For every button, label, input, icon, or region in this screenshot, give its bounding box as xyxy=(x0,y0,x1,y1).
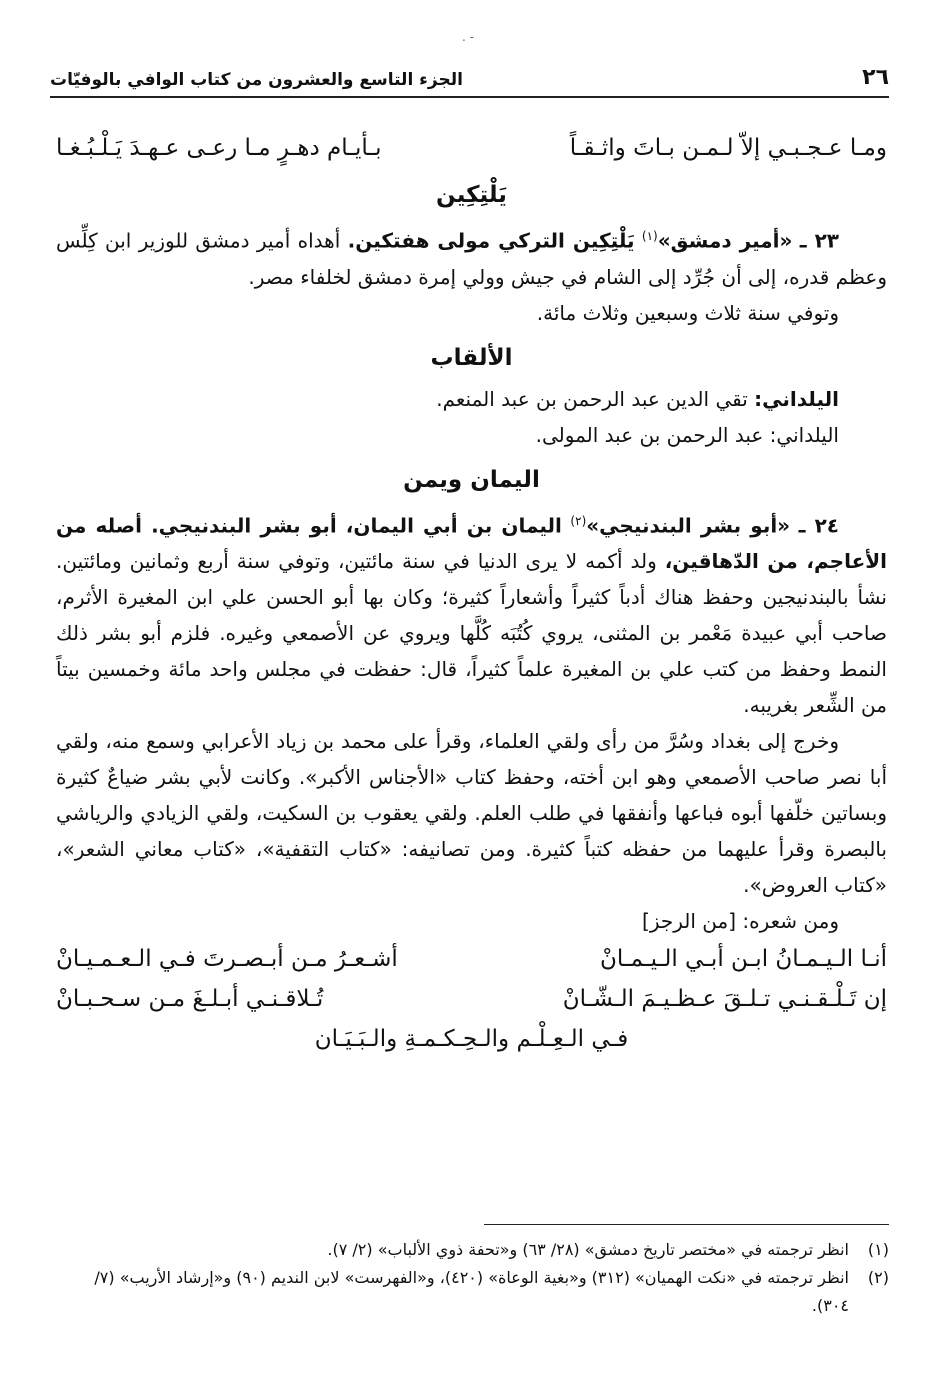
section-heading-alqab: الألقاب xyxy=(430,344,513,371)
verse-left-hemistich: تُـلاقـنـي أبـلـغَ مـن سـحـبـانْ xyxy=(56,986,324,1013)
poem-intro: ومن شعره: [من الرجز] xyxy=(642,909,839,934)
entry-23-death: وتوفي سنة ثلاث وسبعين وثلاث مائة. xyxy=(536,300,839,325)
section-heading-yaman: اليمان ويمن xyxy=(403,466,540,493)
poem-final-line: فـي الـعِـلْـم والـحِـكـمـةِ والـبَـيَـان xyxy=(314,1026,629,1053)
entry-number: ٢٣ ـ xyxy=(799,228,840,253)
footnote-text: انظر ترجمته في «نكت الهميان» (٣١٢) و«بغية الوعاة» (٤٢٠)، و«الفهرست» لابن النديم (٩٠) و«إرشاد الأريب» (٧/ ٣٠٤). xyxy=(94,1268,849,1315)
footnote-1 xyxy=(56,1236,889,1264)
verse-right-hemistich: إن تَـلْـقـنـي تـلـقَ عـظـيـمَ الـشّـانْ xyxy=(562,986,887,1013)
footnote-text: انظر ترجمته في «مختصر تاريخ دمشق» (٢٨/ ٦٣) و«تحفة ذوي الألباب» (٢/ ٧). xyxy=(327,1240,849,1259)
footnote-ref[interactable]: (٢) xyxy=(570,513,587,528)
entry-text: أهداه أمير دمشق للوزير ابن كِلِّس وعظم قدره، إلى أن جُرِّد إلى الشام في جيش وولي إمرة دمشق لخلفاء مصر. xyxy=(56,228,887,289)
laqab-line-2 xyxy=(56,417,887,453)
verse-right-hemistich: ومـا عـجـبـي إلاّ لـمـن بـاتَ واثـقـاً xyxy=(569,135,887,161)
verse-right-hemistich: أنـا الـيـمـانُ ابـن أبـي الـيـمـانْ xyxy=(599,946,887,973)
entry-name: اليمان بن أبي اليمان، أبو بشر البندنيجي. أصله من الأعاجم، من الدّهاقين، xyxy=(56,513,887,574)
footnote-2 xyxy=(56,1264,889,1320)
footnote-ref[interactable]: (١) xyxy=(641,229,658,243)
laqab-label: اليلداني: xyxy=(754,386,839,411)
footnote-separator xyxy=(484,1224,889,1225)
footnote-number: (٢) xyxy=(867,1268,889,1287)
verse-left-hemistich: بـأيـام دهـرٍ مـا رعـى عـهـدَ يَـلْـبُـغـا xyxy=(56,135,382,161)
poem-verse xyxy=(56,939,887,979)
verse-left-hemistich: أشـعـرُ مـن أبـصـرتَ فـي الـعـمـيـانْ xyxy=(56,946,398,973)
entry-number: ٢٤ ـ xyxy=(798,513,839,538)
opening-verse xyxy=(56,128,887,168)
laqab-text: عبد الرحمن بن عبد المولى. xyxy=(535,422,764,447)
page-number: ٢٦ xyxy=(862,65,889,90)
entry-23 xyxy=(56,218,887,295)
entry-24-continued: وخرج إلى بغداد وسُرَّ من رأى ولقي العلماء، وقرأ على محمد بن زياد الأعرابي وسمع منه، ولقي أبا نصر صاحب الأصمعي وهو ابن أخته، وحفظ كتاب «الأجناس الأكبر». وكانت لأبي بشر ضياعٌ كثيرة وبساتين خلّفها أبوه فباعها وأنفقها في طلب العلم. ولقي يعقوب بن السكيت، ولقي الزيادي والرياشي بالبصرة وقرأ عليهما من حفظه كتباً كثيرة. ومن تصانيفه: «كتاب التقفية»، «كتاب معاني الشعر»، «كتاب العروض». xyxy=(56,729,887,898)
top-mark: - . xyxy=(462,30,474,44)
entry-24 xyxy=(56,503,887,724)
laqab-text: تقي الدين عبد الرحمن بن عبد المنعم. xyxy=(436,386,748,411)
laqab-label: اليلداني: xyxy=(769,422,839,447)
footnote-number: (١) xyxy=(867,1240,889,1259)
poem-verse xyxy=(56,979,887,1019)
running-header xyxy=(50,64,889,98)
entry-name: يَلْتِكِين التركي مولى هفتكين. xyxy=(347,228,635,253)
main-text xyxy=(56,128,887,1059)
entry-title: «أبو بشر البندنيجي» xyxy=(586,513,791,538)
entry-title: «أمير دمشق» xyxy=(657,228,793,253)
laqab-line-1 xyxy=(56,381,887,417)
running-title: الجزء التاسع والعشرون من كتاب الوافي بالوفيّات xyxy=(50,70,463,90)
footnotes xyxy=(56,1236,889,1320)
section-heading-yaltikin: يَلْتِكِين xyxy=(436,182,507,208)
entry-text: ولد أكمه لا يرى الدنيا في سنة مائتين، وتوفي سنة أربع وثمانين ومائتين. نشأ بالبندنيجين وحفظ هناك أدباً كثيراً وأشعاراً كثيرة؛ وكان بها أبو الحسن علي ابن المغيرة الأثرم، صاحب أبي عبيدة مَعْمر بن المثنى، يروي كُتُبَه كُلَّها ويروي عن الأصمعي وغيره. فلزم أبو بشر ذلك النمط وحفظ من كتب علي بن المغيرة علماً كثيراً، قال: حفظت في مجلس واحد مائة وخمسين بيتاً من الشِّعر بغريبه. xyxy=(56,549,887,718)
